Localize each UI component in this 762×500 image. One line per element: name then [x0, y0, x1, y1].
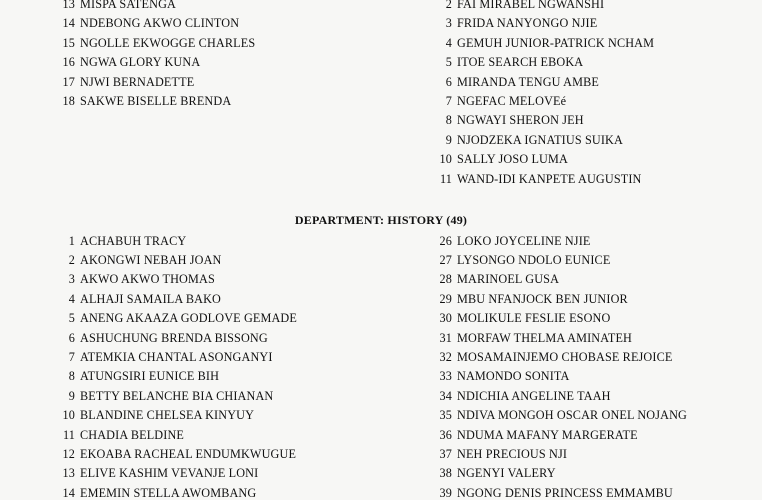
list-item-name: MISPA SATENGA — [80, 0, 176, 11]
list-item-number: 15 — [62, 35, 75, 50]
list-item-name: EMEMIN STELLA AWOMBANG — [80, 485, 257, 500]
list-item — [432, 428, 638, 442]
list-item-name: LOKO JOYCELINE NJIE — [457, 233, 591, 248]
list-item — [432, 94, 566, 108]
list-item-number: 16 — [62, 55, 75, 70]
list-item — [55, 94, 231, 108]
list-item-number: 38 — [439, 466, 452, 481]
list-item — [55, 486, 256, 500]
list-item-name: NGOLLE EKWOGGE CHARLES — [80, 35, 256, 50]
list-item — [55, 350, 273, 364]
list-item-number: 10 — [439, 152, 452, 167]
list-item-name: NEH PRECIOUS NJI — [457, 446, 568, 461]
list-item-number: 6 — [445, 74, 452, 89]
list-item-name: BETTY BELANCHE BIA CHIANAN — [80, 388, 274, 403]
list-item — [55, 0, 176, 11]
list-item-number: 33 — [439, 369, 452, 384]
list-item — [432, 36, 654, 50]
list-item — [55, 428, 184, 442]
list-item — [432, 447, 567, 461]
list-item-name: MOLIKULE FESLIE ESONO — [457, 311, 611, 326]
list-item-number: 9 — [68, 388, 75, 403]
list-item — [55, 16, 239, 30]
list-item — [55, 311, 297, 325]
list-item-name: NGEFAC MELOVEé — [457, 94, 567, 108]
list-item — [432, 466, 556, 480]
list-item — [432, 350, 672, 364]
list-item-number: 8 — [445, 113, 452, 128]
list-item — [55, 253, 222, 267]
list-item-name: MIRANDA TENGU AMBE — [457, 74, 599, 89]
list-item-number: 34 — [439, 388, 452, 403]
list-item — [432, 311, 610, 325]
list-item-name: NDUMA MAFANY MARGERATE — [457, 427, 638, 442]
list-item — [432, 369, 570, 383]
list-item — [432, 133, 623, 147]
list-item-name: FRIDA NANYONGO NJIE — [457, 16, 598, 31]
list-item-number: 26 — [439, 233, 452, 248]
list-item — [432, 172, 642, 186]
list-item-number: 11 — [439, 171, 452, 186]
list-item — [55, 389, 273, 403]
department-heading: DEPARTMENT: HISTORY (49) — [294, 213, 468, 227]
list-item-number: 14 — [62, 485, 75, 500]
list-item-number: 27 — [439, 252, 452, 267]
list-item — [432, 55, 583, 69]
list-item-number: 7 — [445, 94, 452, 108]
list-item-name: MORFAW THELMA AMINATEH — [457, 330, 632, 345]
list-item — [432, 234, 591, 248]
list-item-number: 35 — [439, 408, 452, 423]
list-item-name: CHADIA BELDINE — [80, 427, 184, 442]
list-item-number: 3 — [445, 16, 452, 31]
list-item-name: ITOE SEARCH EBOKA — [457, 55, 584, 70]
list-item — [55, 292, 221, 306]
list-item-number: 3 — [68, 272, 75, 287]
list-item-number: 5 — [445, 55, 452, 70]
list-item — [432, 272, 559, 286]
list-item-number: 36 — [439, 427, 452, 442]
list-item-number: 30 — [439, 311, 452, 326]
list-item-number: 11 — [62, 427, 75, 442]
list-item-name: LYSONGO NDOLO EUNICE — [457, 252, 611, 267]
list-item-name: GEMUH JUNIOR-PATRICK NCHAM — [457, 35, 655, 50]
list-item-number: 2 — [68, 252, 75, 267]
list-item — [432, 113, 584, 127]
list-item — [55, 272, 215, 286]
list-item-number: 4 — [445, 35, 452, 50]
list-item — [55, 36, 255, 50]
list-item-number: 18 — [62, 94, 75, 108]
list-item-number: 37 — [439, 446, 452, 461]
list-item-name: NJWI BERNADETTE — [80, 74, 195, 89]
list-item-number: 12 — [62, 446, 75, 461]
list-item-name: ATUNGSIRI EUNICE BIH — [80, 369, 220, 384]
list-item-name: ACHABUH TRACY — [80, 233, 187, 248]
list-item-name: MARINOEL GUSA — [457, 272, 560, 287]
list-item — [432, 389, 611, 403]
list-item-name: NGENYI VALERY — [457, 466, 556, 481]
list-item — [55, 447, 296, 461]
list-item-name: AKWO AKWO THOMAS — [80, 272, 215, 287]
list-item-number: 31 — [439, 330, 452, 345]
list-item-number: 13 — [62, 466, 75, 481]
list-item — [432, 0, 604, 11]
list-item — [55, 369, 219, 383]
list-item-number: 2 — [445, 0, 452, 11]
list-item-name: MOSAMAINJEMO CHOBASE REJOICE — [457, 349, 673, 364]
list-item — [432, 75, 599, 89]
list-item-number: 4 — [68, 291, 75, 306]
list-item — [432, 486, 673, 500]
list-item-number: 6 — [68, 330, 75, 345]
list-item — [55, 331, 268, 345]
list-item-number: 10 — [62, 408, 75, 423]
list-item-name: NDIVA MONGOH OSCAR ONEL NOJANG — [457, 408, 687, 423]
list-item-name: WAND-IDI KANPETE AUGUSTIN — [457, 171, 642, 186]
list-item-number: 8 — [68, 369, 75, 384]
list-item-number: 9 — [445, 132, 452, 147]
list-item-number: 32 — [439, 349, 452, 364]
list-item-number: 29 — [439, 291, 452, 306]
list-item-name: ALHAJI SAMAILA BAKO — [80, 291, 221, 306]
list-item-name: ATEMKIA CHANTAL ASONGANYI — [80, 349, 273, 364]
list-item-name: NAMONDO SONITA — [457, 369, 570, 384]
list-item-number: 28 — [439, 272, 452, 287]
list-item-name: EKOABA RACHEAL ENDUMKWUGUE — [80, 446, 297, 461]
list-item-number: 17 — [62, 74, 75, 89]
list-item-name: ELIVE KASHIM VEVANJE LONI — [80, 466, 259, 481]
list-item-name: SALLY JOSO LUMA — [457, 152, 568, 167]
list-item-name: BLANDINE CHELSEA KINYUY — [80, 408, 255, 423]
list-item-name: SAKWE BISELLE BRENDA — [80, 94, 232, 108]
list-item — [432, 408, 687, 422]
list-item-name: FAI MIRABEL NGWANSHI — [457, 0, 605, 11]
list-item-name: NGONG DENIS PRINCESS EMMAMBU — [457, 485, 673, 500]
list-item — [55, 234, 186, 248]
list-item-name: AKONGWI NEBAH JOAN — [80, 252, 222, 267]
list-item-name: NJODZEKA IGNATIUS SUIKA — [457, 132, 623, 147]
list-item — [55, 408, 254, 422]
list-item — [432, 331, 632, 345]
list-item — [432, 253, 610, 267]
list-item-number: 1 — [68, 233, 75, 248]
list-item-name: ASHUCHUNG BRENDA BISSONG — [80, 330, 268, 345]
list-item-name: NGWA GLORY KUNA — [80, 55, 201, 70]
list-item — [55, 55, 200, 69]
list-item-number: 13 — [62, 0, 75, 11]
list-item — [432, 16, 597, 30]
list-item — [432, 152, 568, 166]
list-item-name: ANENG AKAAZA GODLOVE GEMADE — [80, 311, 297, 326]
list-item-number: 7 — [68, 349, 75, 364]
list-item-number: 5 — [68, 311, 75, 326]
list-item — [55, 75, 194, 89]
list-item-name: NGWAYI SHERON JEH — [457, 113, 584, 128]
list-item — [55, 466, 258, 480]
list-item-name: MBU NFANJOCK BEN JUNIOR — [457, 291, 628, 306]
list-item-number: 14 — [62, 16, 75, 31]
list-item-number: 39 — [439, 485, 452, 500]
list-item-name: NDICHIA ANGELINE TAAH — [457, 388, 611, 403]
list-item-name: NDEBONG AKWO CLINTON — [80, 16, 240, 31]
list-item — [432, 292, 628, 306]
